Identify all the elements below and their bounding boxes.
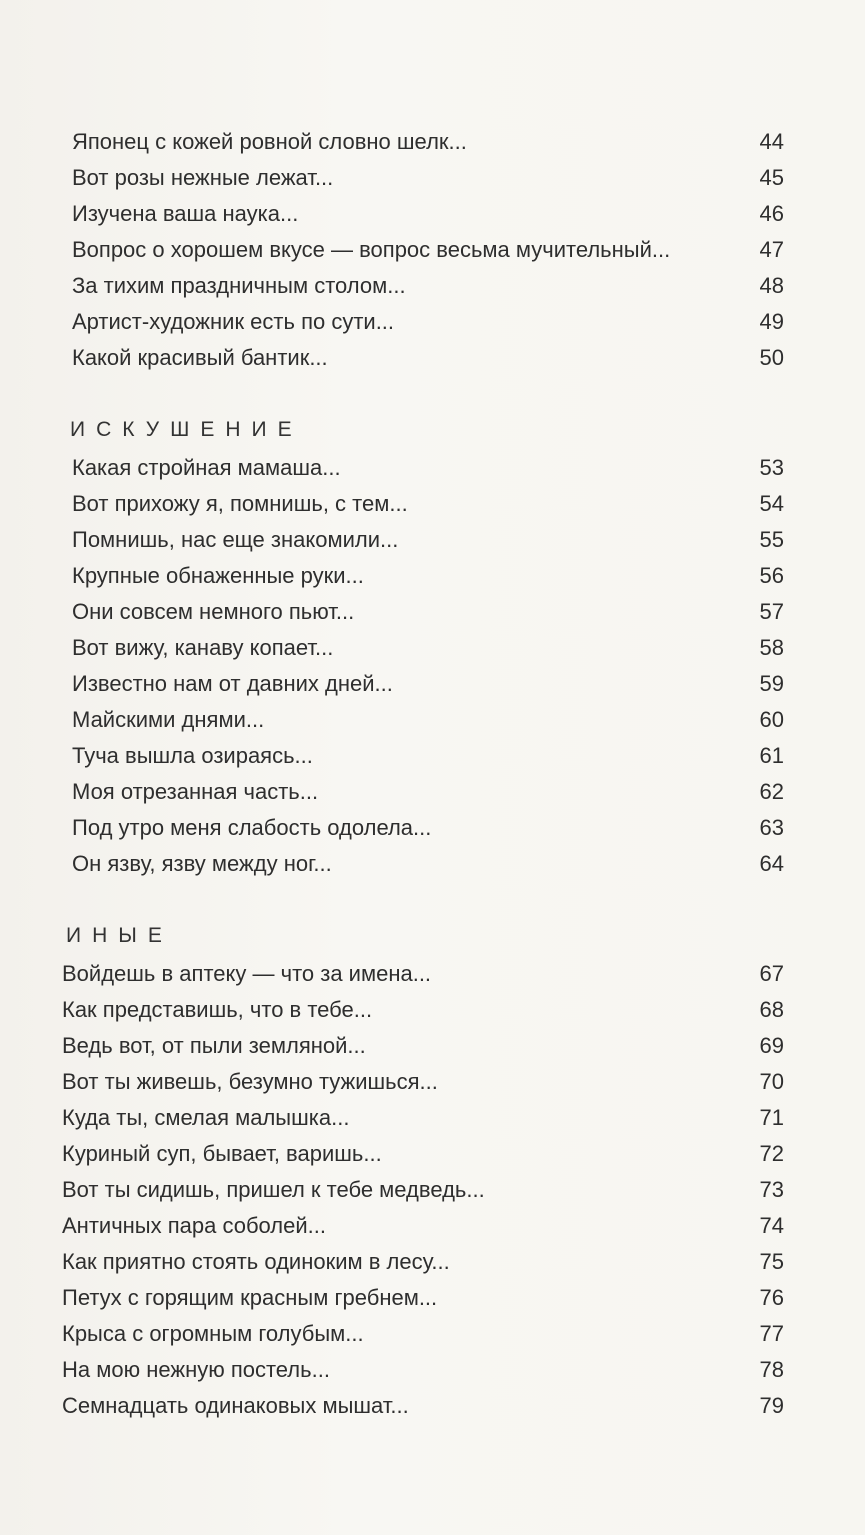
entry-title: Он язву, язву между ног... xyxy=(72,851,332,876)
entry-title: Вот ты живешь, безумно тужишься... xyxy=(62,1069,438,1094)
entry-page-number: 73 xyxy=(759,1177,784,1202)
entry-title: За тихим праздничным столом... xyxy=(72,273,406,298)
toc-entry xyxy=(62,810,790,846)
toc-entry xyxy=(62,1244,790,1280)
toc-entry xyxy=(62,160,790,196)
entry-page-number: 47 xyxy=(759,237,784,262)
entry-title: Какой красивый бантик... xyxy=(72,345,328,370)
entry-title: Античных пара соболей... xyxy=(62,1213,326,1238)
entry-page-number: 57 xyxy=(759,599,784,624)
entry-page-number: 44 xyxy=(759,129,784,154)
toc-entry xyxy=(62,846,790,882)
entry-title: Артист-художник есть по сути... xyxy=(72,309,395,334)
entry-page-number: 49 xyxy=(759,309,784,334)
entry-title: Ведь вот, от пыли земляной... xyxy=(62,1033,366,1058)
entry-title: Какая стройная мамаша... xyxy=(72,455,341,480)
toc-entry xyxy=(62,124,790,160)
entry-title: Под утро меня слабость одолела... xyxy=(72,815,432,840)
toc-entry xyxy=(62,1388,790,1424)
entry-title: Войдешь в аптеку — что за имена... xyxy=(62,961,432,986)
toc-entry xyxy=(62,738,790,774)
toc-section xyxy=(62,916,790,1424)
toc-entry xyxy=(62,1100,790,1136)
entry-title: Как представишь, что в тебе... xyxy=(62,997,373,1022)
entry-title: Вот вижу, канаву копает... xyxy=(72,635,334,660)
entry-page-number: 64 xyxy=(759,851,784,876)
toc-entry xyxy=(62,1064,790,1100)
entry-page-number: 45 xyxy=(759,165,784,190)
entry-page-number: 76 xyxy=(759,1285,784,1310)
entry-title: Туча вышла озираясь... xyxy=(72,743,313,768)
entry-title: Майскими днями... xyxy=(72,707,265,732)
section-heading: ИНЫЕ xyxy=(66,924,173,947)
entry-title: Семнадцать одинаковых мышат... xyxy=(62,1393,409,1418)
toc-entry xyxy=(62,558,790,594)
entry-page-number: 69 xyxy=(759,1033,784,1058)
entry-title: Куриный суп, бывает, варишь... xyxy=(62,1141,382,1166)
toc-entry xyxy=(62,196,790,232)
entry-title: Моя отрезанная часть... xyxy=(72,779,319,804)
entry-title: Вот прихожу я, помнишь, с тем... xyxy=(72,491,408,516)
entry-page-number: 63 xyxy=(759,815,784,840)
entry-page-number: 50 xyxy=(759,345,784,370)
entry-title: Крыса с огромным голубым... xyxy=(62,1321,364,1346)
toc-entry xyxy=(62,774,790,810)
entry-page-number: 70 xyxy=(759,1069,784,1094)
entry-page-number: 74 xyxy=(759,1213,784,1238)
entry-page-number: 60 xyxy=(759,707,784,732)
toc-entry xyxy=(62,304,790,340)
toc-entry xyxy=(62,956,790,992)
entry-title: Вопрос о хорошем вкусе — вопрос весьма мучительный... xyxy=(72,237,671,262)
entry-title: Изучена ваша наука... xyxy=(72,201,299,226)
toc-entry xyxy=(62,268,790,304)
entry-title: Японец с кожей ровной словно шелк... xyxy=(72,129,467,154)
entry-title: Помнишь, нас еще знакомили... xyxy=(72,527,399,552)
section-heading: ИСКУШЕНИЕ xyxy=(70,418,303,441)
toc-entry xyxy=(62,522,790,558)
entry-page-number: 77 xyxy=(759,1321,784,1346)
entry-page-number: 68 xyxy=(759,997,784,1022)
entry-page-number: 55 xyxy=(759,527,784,552)
entry-page-number: 75 xyxy=(759,1249,784,1274)
toc-entry xyxy=(62,1136,790,1172)
entry-title: На мою нежную постель... xyxy=(62,1357,330,1382)
toc-entry xyxy=(62,702,790,738)
toc-section xyxy=(62,124,790,376)
toc-entry xyxy=(62,1352,790,1388)
entry-title: Вот ты сидишь, пришел к тебе медведь... xyxy=(62,1177,485,1202)
entry-page-number: 79 xyxy=(759,1393,784,1418)
entry-title: Крупные обнаженные руки... xyxy=(72,563,364,588)
entry-page-number: 56 xyxy=(759,563,784,588)
entry-title: Вот розы нежные лежат... xyxy=(72,165,334,190)
toc-section xyxy=(62,410,790,882)
toc-entry xyxy=(62,992,790,1028)
entry-page-number: 67 xyxy=(759,961,784,986)
entry-title: Как приятно стоять одиноким в лесу... xyxy=(62,1249,450,1274)
entry-page-number: 46 xyxy=(759,201,784,226)
toc-entry xyxy=(62,486,790,522)
entry-page-number: 61 xyxy=(759,743,784,768)
entry-page-number: 59 xyxy=(759,671,784,696)
entry-page-number: 62 xyxy=(759,779,784,804)
entry-page-number: 72 xyxy=(759,1141,784,1166)
toc-entry xyxy=(62,1172,790,1208)
entry-page-number: 53 xyxy=(759,455,784,480)
entry-page-number: 78 xyxy=(759,1357,784,1382)
entry-page-number: 48 xyxy=(759,273,784,298)
toc-entry xyxy=(62,232,790,268)
toc-entry xyxy=(62,630,790,666)
entry-title: Известно нам от давних дней... xyxy=(72,671,393,696)
entry-title: Петух с горящим красным гребнем... xyxy=(62,1285,438,1310)
toc-entry xyxy=(62,594,790,630)
entry-title: Они совсем немного пьют... xyxy=(72,599,355,624)
toc-entry xyxy=(62,666,790,702)
entry-page-number: 58 xyxy=(759,635,784,660)
toc-entry xyxy=(62,340,790,376)
toc-entry xyxy=(62,1280,790,1316)
entry-title: Куда ты, смелая малышка... xyxy=(62,1105,350,1130)
entry-page-number: 54 xyxy=(759,491,784,516)
toc-entry xyxy=(62,1028,790,1064)
toc-entry xyxy=(62,1208,790,1244)
table-of-contents xyxy=(62,124,790,1424)
entry-page-number: 71 xyxy=(759,1105,784,1130)
toc-entry xyxy=(62,450,790,486)
toc-entry xyxy=(62,1316,790,1352)
